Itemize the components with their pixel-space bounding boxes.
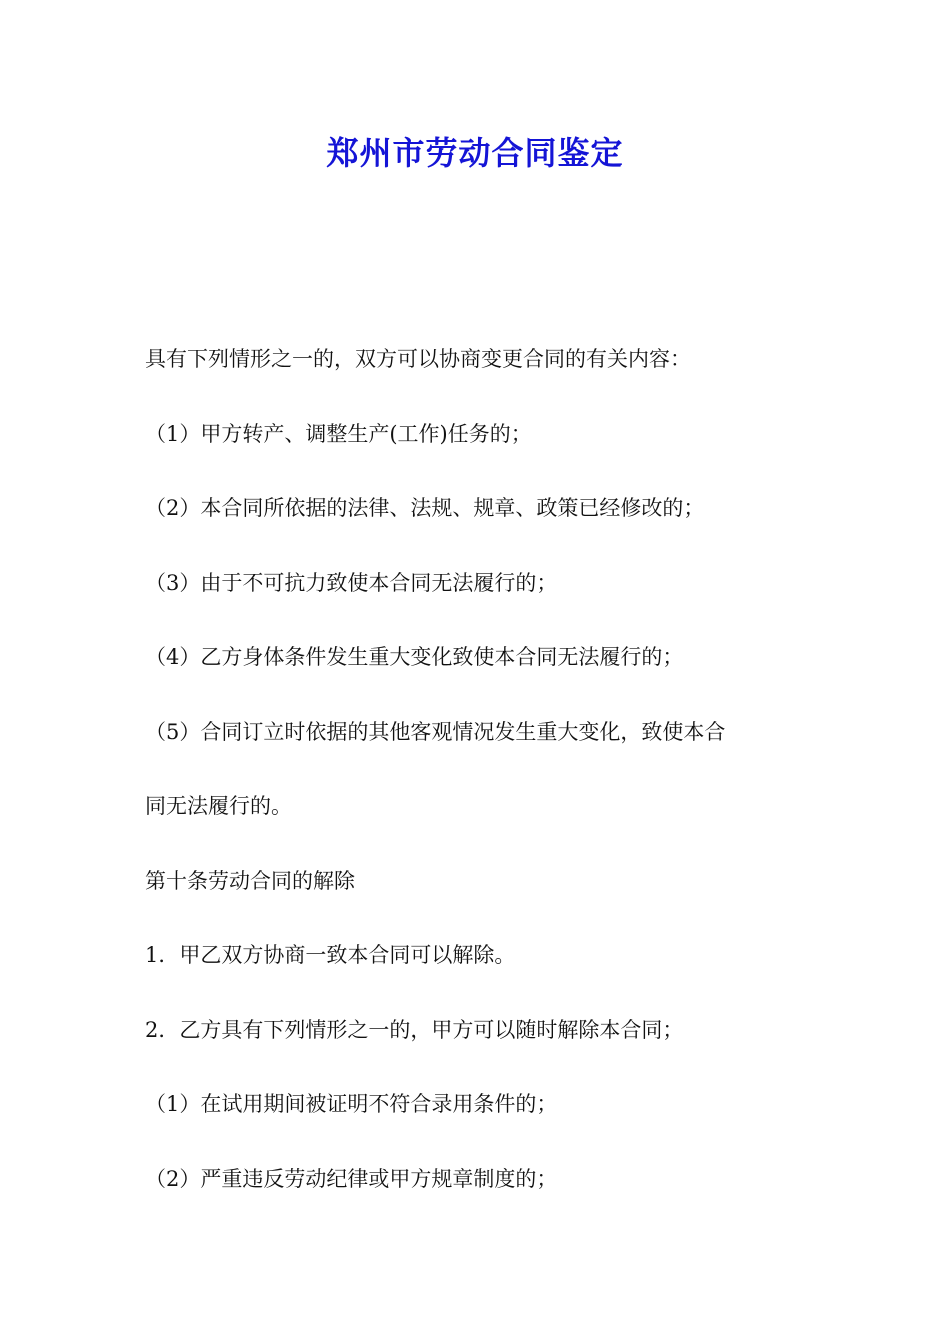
document-body — [145, 338, 815, 1232]
paragraph-line: （4）乙方身体条件发生重大变化致使本合同无法履行的； — [145, 645, 684, 669]
paragraph-line: 1．甲乙双方协商一致本合同可以解除。 — [145, 943, 516, 967]
paragraph-line: （2）本合同所依据的法律、法规、规章、政策已经修改的； — [145, 496, 705, 520]
paragraph-line: 同无法履行的。 — [145, 794, 292, 818]
paragraph-line: （1）在试用期间被证明不符合录用条件的； — [145, 1092, 558, 1116]
section-heading: 第十条劳动合同的解除 — [145, 868, 355, 893]
document-title: 郑州市劳动合同鉴定 — [326, 134, 624, 172]
paragraph-line: 具有下列情形之一的，双方可以协商变更合同的有关内容： — [145, 347, 691, 371]
paragraph-line: （1）甲方转产、调整生产(工作)任务的； — [145, 421, 532, 446]
paragraph-line: （5）合同订立时依据的其他客观情况发生重大变化，致使本合 — [145, 719, 726, 744]
paragraph-line: 2．乙方具有下列情形之一的，甲方可以随时解除本合同； — [145, 1017, 684, 1042]
paragraph-line: （2）严重违反劳动纪律或甲方规章制度的； — [145, 1166, 558, 1191]
paragraph-line: （3）由于不可抗力致使本合同无法履行的； — [145, 570, 558, 595]
